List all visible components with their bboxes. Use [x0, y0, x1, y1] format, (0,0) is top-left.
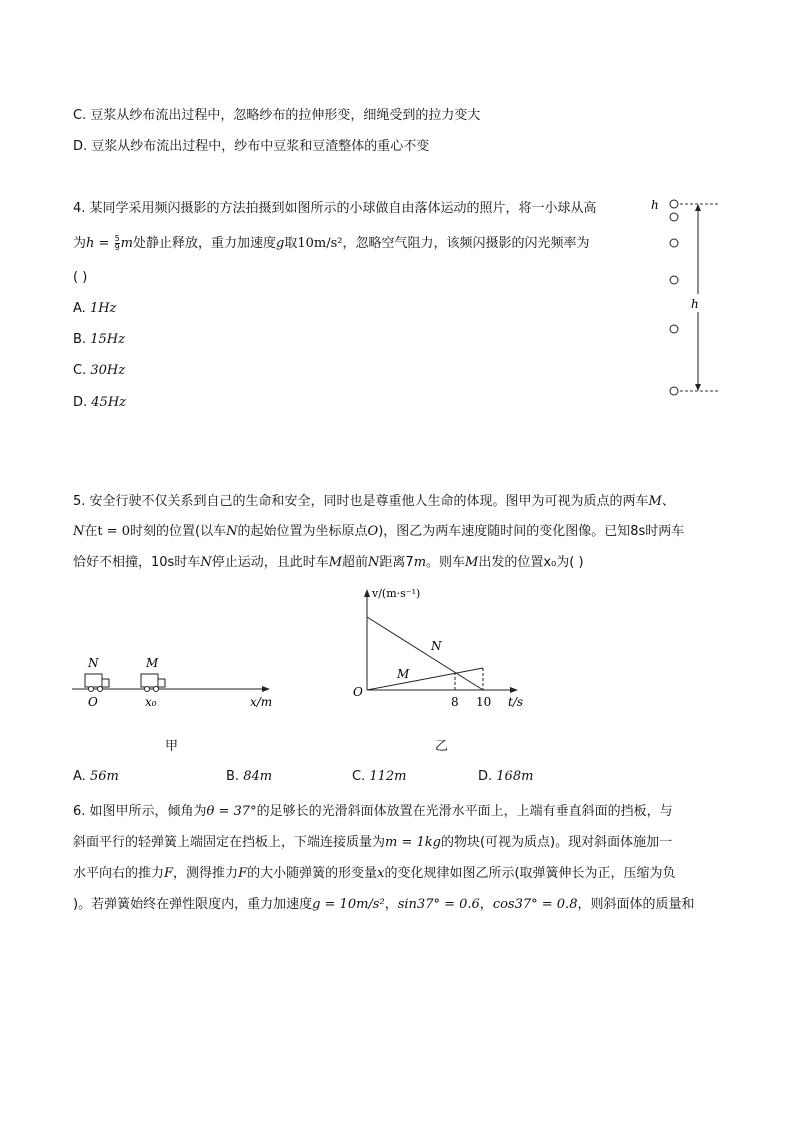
ball-6: [670, 387, 678, 395]
q4-stem-line2: 为$h = \frac{5}{9}$ m处静止释放，重力加速度g取10m/s²，忽略空气阻力，该频闪摄影的闪光频率为: [73, 234, 590, 252]
q4-option-c: C. 30Hz: [73, 363, 126, 378]
h-top-label: h: [651, 198, 659, 212]
v-axis-label: v/(m·s⁻¹): [372, 587, 421, 600]
q5-option-c: C. 112m: [352, 769, 407, 784]
x-axis-arrow: [262, 686, 270, 692]
label-O: O: [88, 695, 98, 709]
q5-option-b: B. 84m: [226, 769, 273, 784]
q6-stem-line1: 6. 如图甲所示，倾角为θ = 37°的足够长的光滑斜面体放置在光滑水平面上，上端有垂直斜面的挡板，与: [73, 804, 673, 819]
fig-jia-caption: 甲: [165, 739, 179, 754]
q5-figure-yi: [345, 582, 535, 712]
q5-stem-line3: 恰好不相撞，10s时车N停止运动，且此时车M超前N距离7m。则车M出发的位置x₀为( ): [73, 555, 584, 570]
q4-answer-paren: ( ): [73, 270, 88, 285]
h-mid-label: h: [691, 297, 699, 311]
q3-option-d: D. 豆浆从纱布流出过程中，纱布中豆浆和豆渣整体的重心不变: [73, 139, 430, 154]
N-line-label: N: [431, 639, 442, 653]
q6-stem-line4: )。若弹簧始终在弹性限度内，重力加速度g = 10m/s²，sin37° = 0.6，cos37° = 0.8，则斜面体的质量和: [73, 897, 695, 912]
axis-label-x: x/m: [250, 695, 273, 709]
label-M: M: [146, 656, 159, 670]
label-N: N: [88, 656, 99, 670]
q3-option-c: C. 豆浆从纱布流出过程中，忽略纱布的拉伸形变，细绳受到的拉力变大: [73, 108, 481, 123]
truck-M-body: [141, 674, 158, 687]
q5-stem-line2: N在t = 0时刻的位置(以车N的起始位置为坐标原点O)，图乙为两车速度随时间的变化图像。已知8s时两车: [73, 524, 685, 539]
truck-N-cab: [102, 679, 109, 687]
q4-strobe-figure: [640, 190, 730, 405]
q4-option-b: B. 15Hz: [73, 332, 125, 347]
origin-label: O: [353, 685, 363, 699]
arrow-up-head: [695, 204, 701, 211]
q6-stem-line3: 水平向右的推力F，测得推力F的大小随弹簧的形变量x的变化规律如图乙所示(取弹簧伸长为正，压缩为负: [73, 866, 676, 881]
ball-5: [670, 325, 678, 333]
ball-4: [670, 276, 678, 284]
q4-option-a: A. 1Hz: [73, 301, 117, 316]
ball-1: [670, 200, 678, 208]
truck-N-body: [85, 674, 102, 687]
q6-stem-line2: 斜面平行的轻弹簧上端固定在挡板上，下端连接质量为m = 1kg的物块(可视为质点)。现对斜面体施加一: [73, 835, 673, 850]
q4-stem-line1: 4. 某同学采用频闪摄影的方法拍摄到如图所示的小球做自由落体运动的照片，将一小球从高: [73, 201, 597, 216]
arrow-down-head: [695, 384, 701, 391]
fig-yi-caption: 乙: [435, 739, 449, 754]
q5-stem-line1: 5. 安全行驶不仅关系到自己的生命和安全，同时也是尊重他人生命的体现。图甲为可视为质点的两车M、: [73, 494, 675, 509]
q4-option-d: D. 45Hz: [73, 395, 127, 410]
ball-2: [670, 213, 678, 221]
q5-figure-jia: [70, 650, 290, 710]
q5-option-d: D. 168m: [478, 769, 534, 784]
t-axis-label: t/s: [508, 695, 524, 709]
label-x0: x₀: [145, 695, 157, 709]
tick-10: 10: [476, 695, 492, 709]
truck-M-cab: [158, 679, 165, 687]
q5-option-a: A. 56m: [73, 769, 119, 784]
ball-3: [670, 239, 678, 247]
M-line-label: M: [397, 667, 410, 681]
tick-8: 8: [451, 695, 459, 709]
fraction: $\frac{5}{9}$: [114, 234, 120, 252]
